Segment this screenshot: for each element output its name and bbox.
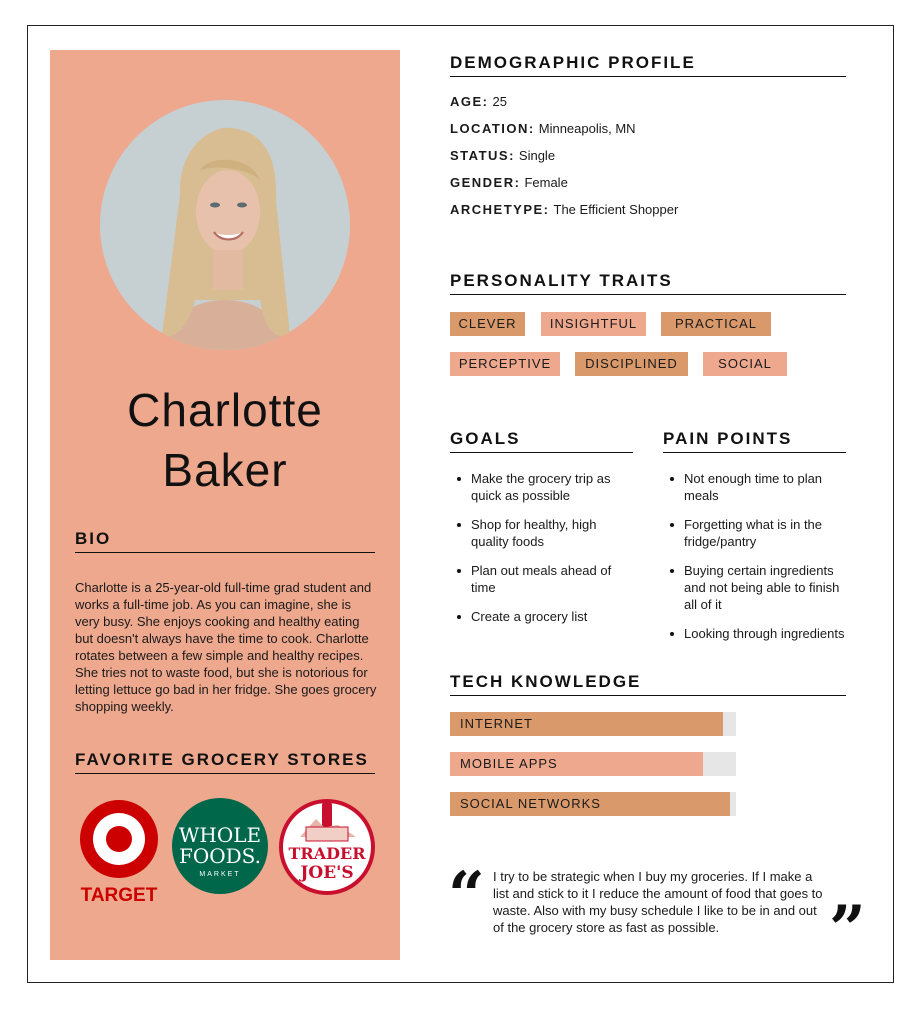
profile-row-age [450,94,507,109]
open-quote-icon: “ [448,858,485,933]
profile-label: STATUS: [450,148,515,163]
whole-foods-line3: MARKET [199,871,241,878]
profile-row-archetype [450,202,678,217]
target-logo-text: TARGET [80,885,158,904]
tech-bar-label: SOCIAL NETWORKS [460,796,601,811]
whole-foods-logo [171,797,269,895]
profile-value: Female [524,175,568,190]
trait-tag: SOCIAL [703,352,787,376]
trait-tag: PERCEPTIVE [450,352,560,376]
trait-tag: INSIGHTFUL [541,312,646,336]
tech-divider [450,695,846,696]
list-item: Not enough time to plan meals [663,470,848,504]
persona-name [50,380,400,500]
whole-foods-line1: WHOLE [178,823,262,847]
trait-tag: PRACTICAL [661,312,771,336]
whole-foods-line2: FOODS. [178,844,262,868]
list-item: Forgetting what is in the fridge/pantry [663,516,848,550]
tech-bar-mobile-apps [450,752,736,776]
profile-value: 25 [492,94,507,109]
target-logo [76,799,162,904]
tech-title: TECH KNOWLEDGE [450,672,642,691]
profile-row-gender [450,175,568,190]
list-item: Buying certain ingredients and not being able to finish all of it [663,562,848,613]
bio-title: BIO [75,529,112,548]
bio-divider [75,552,375,553]
left-panel [50,50,400,960]
goals-list [450,470,620,637]
profile-label: AGE: [450,94,489,109]
pain-points-title: PAIN POINTS [663,429,793,448]
demographic-divider [450,76,846,77]
goals-title: GOALS [450,429,521,448]
close-quote-icon: ” [829,892,866,967]
persona-quote: I try to be strategic when I buy my groceries. If I make a list and stick to it I reduce the amount of food that goes to waste. Also with my busy schedule I like to be in and out of the grocery store as fast as possible. [493,869,823,935]
tech-bar-internet [450,712,736,736]
goals-divider [450,452,633,453]
persona-first-name: Charlotte [127,384,323,436]
trader-joes-line2: JOE'S [300,863,354,883]
profile-row-status [450,148,555,163]
profile-value: Single [518,148,556,163]
tech-bar-social-networks [450,792,736,816]
profile-value: The Efficient Shopper [553,202,679,217]
traits-divider [450,294,846,295]
traits-title: PERSONALITY TRAITS [450,271,673,290]
tech-bar-label: MOBILE APPS [460,756,558,771]
stores-divider [75,773,375,774]
trader-joes-logo [278,797,376,895]
avatar [100,100,350,350]
persona-last-name: Baker [162,444,288,496]
bio-text: Charlotte is a 25-year-old full-time grad student and works a full-time job. As you can imagine, she is very busy. She enjoys cooking and healthy eating but doesn't always have the time to cook. Charlotte rotates between a few simple and healthy recipes. She tries not to waste food, but she is notorious for letting lettuce go bad in her fridge. She goes grocery shopping weekly. [75,580,377,714]
avatar-illustration [100,100,350,350]
list-item: Plan out meals ahead of time [450,562,620,596]
trader-joes-line1: TRADER [288,844,366,863]
pain-points-divider [663,452,846,453]
profile-value: Minneapolis, MN [538,121,636,136]
profile-label: ARCHETYPE: [450,202,550,217]
trait-tag: DISCIPLINED [575,352,688,376]
pain-points-list [663,470,848,654]
trait-tag: CLEVER [450,312,525,336]
list-item: Shop for healthy, high quality foods [450,516,620,550]
list-item: Looking through ingredients [663,625,848,642]
profile-label: LOCATION: [450,121,535,136]
profile-label: GENDER: [450,175,521,190]
stores-title: FAVORITE GROCERY STORES [75,750,369,769]
profile-row-location [450,121,636,136]
tech-bar-label: INTERNET [460,716,533,731]
demographic-title: DEMOGRAPHIC PROFILE [450,53,696,72]
list-item: Make the grocery trip as quick as possible [450,470,620,504]
list-item: Create a grocery list [450,608,620,625]
